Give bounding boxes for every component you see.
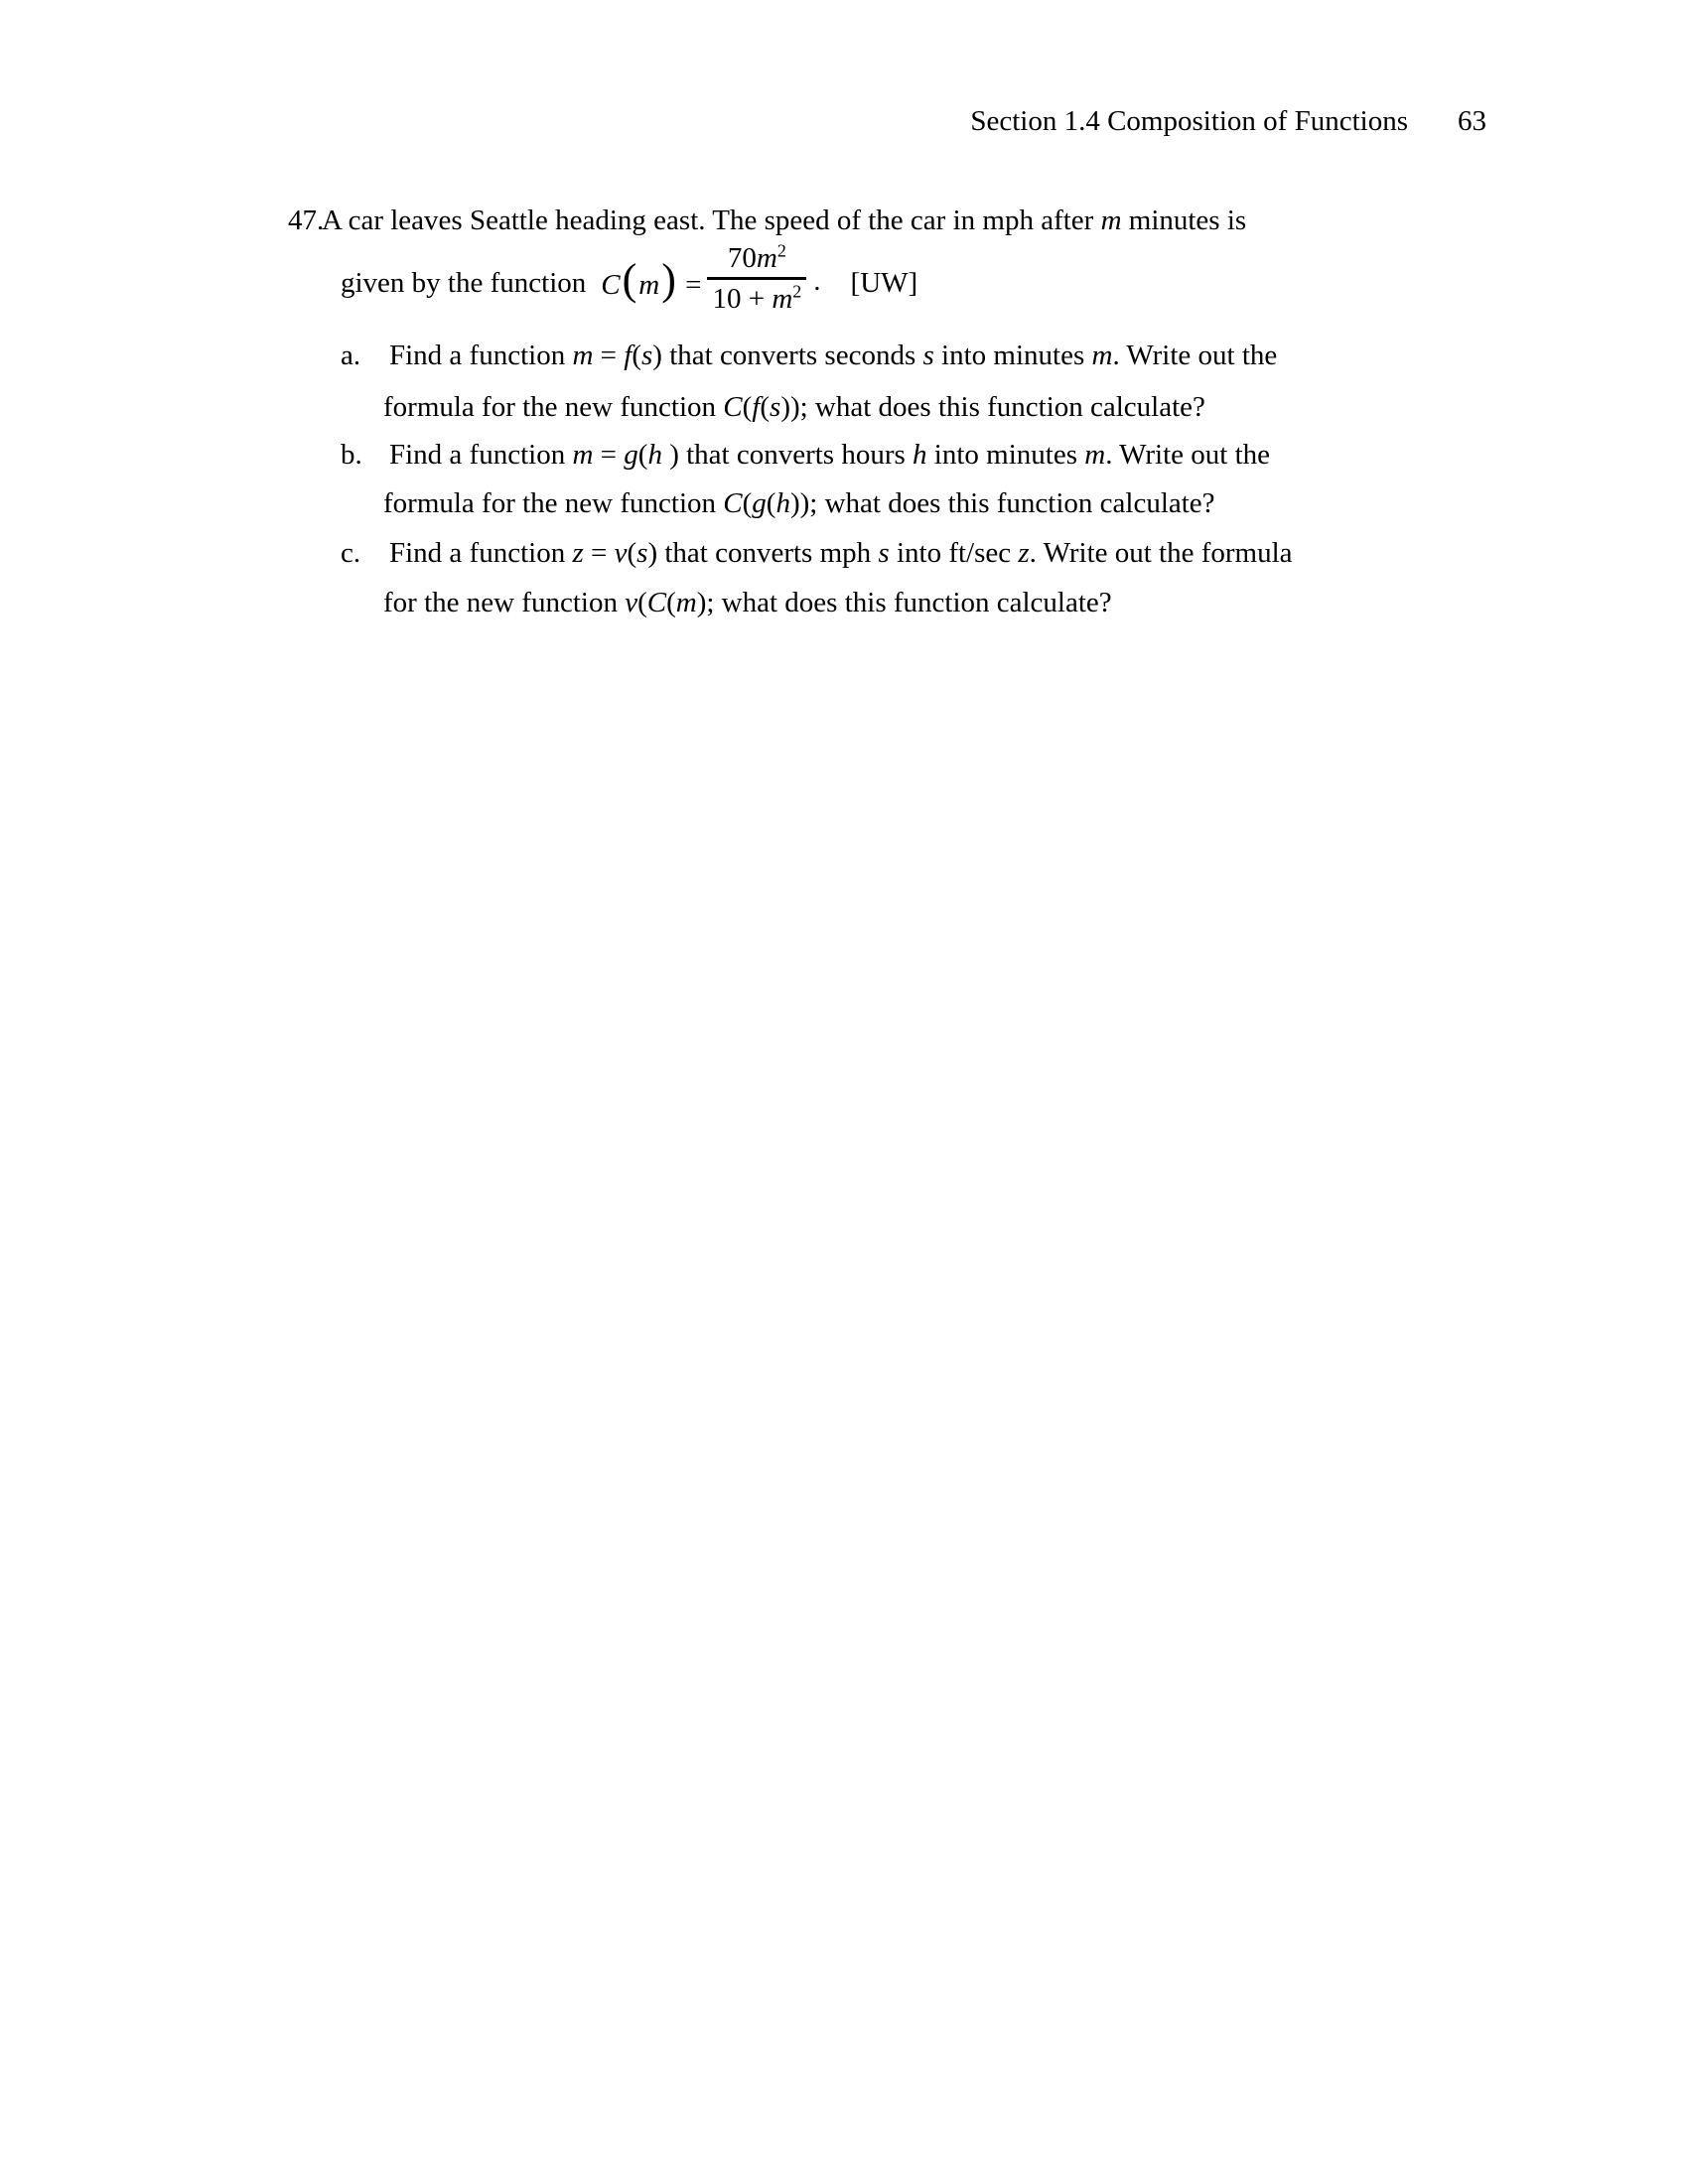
page-number: 63 — [1458, 105, 1486, 137]
item-a-text-2: formula for the new function C(f(s)); what does this function calculate? — [383, 391, 1205, 423]
formula-period: . — [813, 264, 821, 297]
item-c-text-1: Find a function z = v(s) that converts mph s into ft/sec z. Write out the formula — [389, 537, 1293, 569]
intro-prefix-text: given by the function — [341, 266, 587, 299]
fraction-denominator: $10 + m^2$ — [707, 277, 806, 316]
problem-intro-line-1 — [288, 203, 1246, 238]
item-a-line-2 — [383, 389, 1205, 425]
item-b-line-1 — [341, 437, 1270, 473]
item-c-line-2 — [383, 585, 1112, 620]
section-title: Section 1.4 Composition of Functions — [970, 105, 1408, 137]
item-b-marker: b. — [341, 439, 362, 471]
page-header — [970, 103, 1486, 139]
fraction — [707, 241, 806, 316]
item-a-line-1 — [341, 338, 1277, 373]
item-a-text-1: Find a function m = f(s) that converts seconds s into minutes m. Write out the — [389, 340, 1278, 371]
problem-intro-line-2 — [341, 241, 917, 316]
item-b-line-2 — [383, 485, 1215, 521]
item-b-text-2: formula for the new function C(g(h)); what does this function calculate? — [383, 487, 1215, 519]
problem-intro-text: A car leaves Seattle heading east. The speed of the car in mph after m minutes is — [322, 205, 1247, 236]
item-c-line-1 — [341, 535, 1293, 571]
item-c-text-2: for the new function v(C(m); what does this function calculate? — [383, 587, 1112, 618]
source-tag: [UW] — [850, 266, 918, 299]
problem-number: 47. — [288, 205, 325, 236]
fraction-numerator: $70m^2$ — [727, 240, 786, 274]
item-c-marker: c. — [341, 537, 361, 569]
formula-lhs: C(m) = — [601, 255, 702, 304]
item-b-text-1: Find a function m = g(h ) that converts hours h into minutes m. Write out the — [389, 439, 1271, 471]
item-a-marker: a. — [341, 340, 361, 371]
